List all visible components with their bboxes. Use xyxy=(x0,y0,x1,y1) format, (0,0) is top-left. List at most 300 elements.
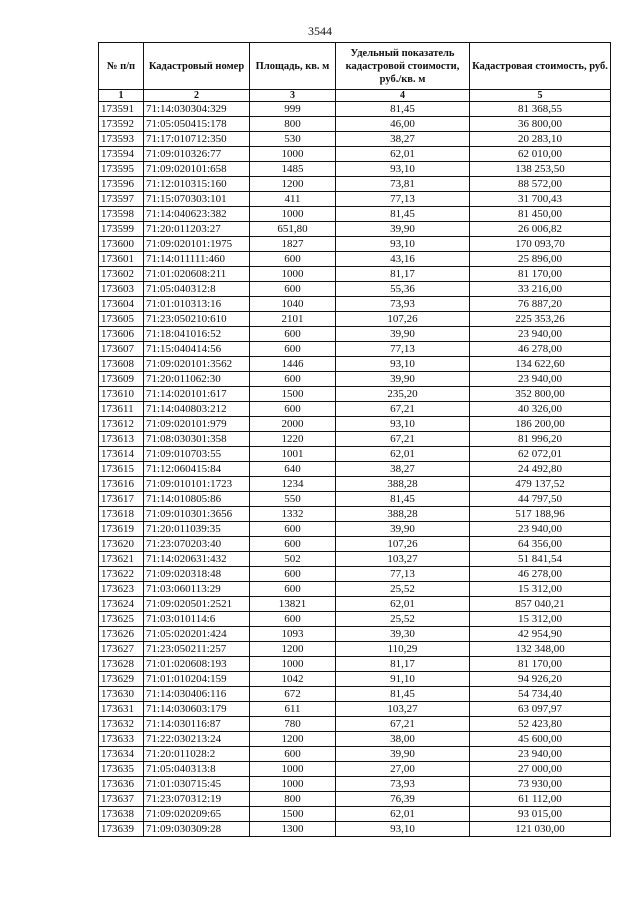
cell-row-number: 173607 xyxy=(99,342,144,357)
cell-cadastral-value: 27 000,00 xyxy=(470,762,611,777)
cell-row-number: 173618 xyxy=(99,507,144,522)
cell-cadastral-value: 25 896,00 xyxy=(470,252,611,267)
table-row xyxy=(99,702,611,717)
cell-cadastral-number: 71:20:011062:30 xyxy=(144,372,250,387)
cell-specific-value: 25,52 xyxy=(336,582,470,597)
table-row xyxy=(99,387,611,402)
cell-row-number: 173621 xyxy=(99,552,144,567)
cell-specific-value: 81,45 xyxy=(336,687,470,702)
cell-cadastral-number: 71:09:020101:1975 xyxy=(144,237,250,252)
cell-area: 640 xyxy=(250,462,336,477)
cell-row-number: 173622 xyxy=(99,567,144,582)
table-row xyxy=(99,447,611,462)
cell-specific-value: 55,36 xyxy=(336,282,470,297)
table-row xyxy=(99,117,611,132)
cell-cadastral-value: 134 622,60 xyxy=(470,357,611,372)
cell-row-number: 173629 xyxy=(99,672,144,687)
cell-row-number: 173636 xyxy=(99,777,144,792)
cell-row-number: 173610 xyxy=(99,387,144,402)
cell-cadastral-value: 62 072,01 xyxy=(470,447,611,462)
table-row xyxy=(99,327,611,342)
table-row xyxy=(99,417,611,432)
cell-cadastral-value: 51 841,54 xyxy=(470,552,611,567)
cell-cadastral-number: 71:09:010301:3656 xyxy=(144,507,250,522)
cell-cadastral-number: 71:05:040313:8 xyxy=(144,762,250,777)
column-number: 4 xyxy=(336,90,470,102)
cell-area: 780 xyxy=(250,717,336,732)
cell-cadastral-value: 46 278,00 xyxy=(470,342,611,357)
cell-specific-value: 38,27 xyxy=(336,462,470,477)
table-row xyxy=(99,297,611,312)
table-row xyxy=(99,222,611,237)
cell-cadastral-number: 71:14:030603:179 xyxy=(144,702,250,717)
cell-area: 1200 xyxy=(250,732,336,747)
cell-area: 800 xyxy=(250,117,336,132)
cell-area: 651,80 xyxy=(250,222,336,237)
cell-specific-value: 81,45 xyxy=(336,207,470,222)
cell-area: 2000 xyxy=(250,417,336,432)
cell-area: 1234 xyxy=(250,477,336,492)
cell-specific-value: 25,52 xyxy=(336,612,470,627)
cell-row-number: 173595 xyxy=(99,162,144,177)
cell-row-number: 173638 xyxy=(99,807,144,822)
cell-cadastral-value: 93 015,00 xyxy=(470,807,611,822)
cell-cadastral-number: 71:03:010114:6 xyxy=(144,612,250,627)
cell-specific-value: 388,28 xyxy=(336,507,470,522)
cell-cadastral-number: 71:12:010315:160 xyxy=(144,177,250,192)
cell-specific-value: 81,45 xyxy=(336,102,470,117)
cell-cadastral-value: 23 940,00 xyxy=(470,327,611,342)
cell-cadastral-number: 71:09:020209:65 xyxy=(144,807,250,822)
table-row xyxy=(99,657,611,672)
cell-cadastral-number: 71:23:050211:257 xyxy=(144,642,250,657)
cell-area: 600 xyxy=(250,582,336,597)
cell-area: 1446 xyxy=(250,357,336,372)
cell-specific-value: 93,10 xyxy=(336,357,470,372)
cell-cadastral-value: 138 253,50 xyxy=(470,162,611,177)
cell-specific-value: 103,27 xyxy=(336,552,470,567)
table-row xyxy=(99,807,611,822)
cell-cadastral-value: 23 940,00 xyxy=(470,747,611,762)
cell-row-number: 173634 xyxy=(99,747,144,762)
cell-specific-value: 46,00 xyxy=(336,117,470,132)
table-row xyxy=(99,507,611,522)
cell-specific-value: 107,26 xyxy=(336,537,470,552)
cell-row-number: 173600 xyxy=(99,237,144,252)
cell-cadastral-value: 94 926,20 xyxy=(470,672,611,687)
cell-cadastral-number: 71:05:050415:178 xyxy=(144,117,250,132)
cell-cadastral-number: 71:20:011028:2 xyxy=(144,747,250,762)
cell-area: 600 xyxy=(250,537,336,552)
cell-cadastral-value: 24 492,80 xyxy=(470,462,611,477)
cell-cadastral-value: 23 940,00 xyxy=(470,372,611,387)
table-row xyxy=(99,822,611,837)
cell-cadastral-number: 71:12:060415:84 xyxy=(144,462,250,477)
cell-specific-value: 67,21 xyxy=(336,402,470,417)
cell-cadastral-number: 71:14:020101:617 xyxy=(144,387,250,402)
cell-row-number: 173604 xyxy=(99,297,144,312)
cell-specific-value: 81,17 xyxy=(336,657,470,672)
cell-area: 1300 xyxy=(250,822,336,837)
cell-specific-value: 43,16 xyxy=(336,252,470,267)
cell-row-number: 173602 xyxy=(99,267,144,282)
cell-specific-value: 27,00 xyxy=(336,762,470,777)
cell-cadastral-value: 45 600,00 xyxy=(470,732,611,747)
cell-cadastral-number: 71:23:050210:610 xyxy=(144,312,250,327)
table-row xyxy=(99,792,611,807)
cell-cadastral-value: 23 940,00 xyxy=(470,522,611,537)
cell-area: 530 xyxy=(250,132,336,147)
cell-cadastral-number: 71:14:030304:329 xyxy=(144,102,250,117)
table-row xyxy=(99,552,611,567)
cell-cadastral-value: 225 353,26 xyxy=(470,312,611,327)
cell-cadastral-value: 36 800,00 xyxy=(470,117,611,132)
table-row xyxy=(99,597,611,612)
cell-cadastral-value: 81 368,55 xyxy=(470,102,611,117)
cell-cadastral-number: 71:20:011039:35 xyxy=(144,522,250,537)
cell-cadastral-number: 71:01:020608:211 xyxy=(144,267,250,282)
cell-area: 600 xyxy=(250,402,336,417)
cell-cadastral-number: 71:14:040623:382 xyxy=(144,207,250,222)
cell-specific-value: 39,90 xyxy=(336,747,470,762)
table-row xyxy=(99,147,611,162)
cell-specific-value: 76,39 xyxy=(336,792,470,807)
table-row xyxy=(99,522,611,537)
table-header-row xyxy=(99,43,611,90)
cell-cadastral-number: 71:09:030309:28 xyxy=(144,822,250,837)
cell-cadastral-number: 71:15:070303:101 xyxy=(144,192,250,207)
cell-area: 999 xyxy=(250,102,336,117)
cell-cadastral-number: 71:14:010805:86 xyxy=(144,492,250,507)
cell-specific-value: 62,01 xyxy=(336,597,470,612)
cell-specific-value: 110,29 xyxy=(336,642,470,657)
table-row xyxy=(99,777,611,792)
header-cadastral-value: Кадастровая стоимость, руб. xyxy=(470,43,611,90)
cell-specific-value: 81,45 xyxy=(336,492,470,507)
cell-cadastral-value: 81 170,00 xyxy=(470,657,611,672)
cell-cadastral-number: 71:15:040414:56 xyxy=(144,342,250,357)
cell-cadastral-number: 71:01:010204:159 xyxy=(144,672,250,687)
cell-row-number: 173625 xyxy=(99,612,144,627)
cell-cadastral-number: 71:08:030301:358 xyxy=(144,432,250,447)
table-row xyxy=(99,267,611,282)
cell-cadastral-number: 71:01:030715:45 xyxy=(144,777,250,792)
column-number: 2 xyxy=(144,90,250,102)
cell-row-number: 173592 xyxy=(99,117,144,132)
cell-specific-value: 107,26 xyxy=(336,312,470,327)
cell-area: 1000 xyxy=(250,777,336,792)
cell-cadastral-value: 64 356,00 xyxy=(470,537,611,552)
cell-area: 600 xyxy=(250,567,336,582)
cell-cadastral-number: 71:14:040803:212 xyxy=(144,402,250,417)
cell-area: 1000 xyxy=(250,267,336,282)
cell-cadastral-value: 46 278,00 xyxy=(470,567,611,582)
table-row xyxy=(99,462,611,477)
cell-area: 1001 xyxy=(250,447,336,462)
table-row xyxy=(99,492,611,507)
cell-row-number: 173593 xyxy=(99,132,144,147)
cell-row-number: 173628 xyxy=(99,657,144,672)
cell-cadastral-number: 71:17:010712:350 xyxy=(144,132,250,147)
cell-area: 1200 xyxy=(250,177,336,192)
cell-specific-value: 93,10 xyxy=(336,237,470,252)
table-row xyxy=(99,732,611,747)
cell-cadastral-value: 33 216,00 xyxy=(470,282,611,297)
cell-row-number: 173619 xyxy=(99,522,144,537)
cell-area: 1500 xyxy=(250,807,336,822)
cell-area: 1500 xyxy=(250,387,336,402)
header-row-number: № п/п xyxy=(99,43,144,90)
cell-cadastral-number: 71:05:020201:424 xyxy=(144,627,250,642)
cell-cadastral-value: 15 312,00 xyxy=(470,582,611,597)
cell-row-number: 173596 xyxy=(99,177,144,192)
cell-cadastral-number: 71:09:020318:48 xyxy=(144,567,250,582)
table-row xyxy=(99,567,611,582)
cell-specific-value: 388,28 xyxy=(336,477,470,492)
cell-specific-value: 77,13 xyxy=(336,567,470,582)
cell-area: 411 xyxy=(250,192,336,207)
cadastral-value-table xyxy=(98,42,611,837)
table-row xyxy=(99,342,611,357)
cell-cadastral-number: 71:18:041016:52 xyxy=(144,327,250,342)
cell-row-number: 173626 xyxy=(99,627,144,642)
cell-area: 1000 xyxy=(250,657,336,672)
cell-specific-value: 73,93 xyxy=(336,297,470,312)
cell-specific-value: 39,90 xyxy=(336,372,470,387)
cell-row-number: 173614 xyxy=(99,447,144,462)
table-row xyxy=(99,177,611,192)
cell-row-number: 173613 xyxy=(99,432,144,447)
cell-specific-value: 73,93 xyxy=(336,777,470,792)
cell-specific-value: 39,30 xyxy=(336,627,470,642)
cell-cadastral-value: 52 423,80 xyxy=(470,717,611,732)
cell-cadastral-value: 81 996,20 xyxy=(470,432,611,447)
cell-cadastral-value: 42 954,90 xyxy=(470,627,611,642)
cell-area: 800 xyxy=(250,792,336,807)
table-row xyxy=(99,687,611,702)
cell-specific-value: 73,81 xyxy=(336,177,470,192)
cell-row-number: 173612 xyxy=(99,417,144,432)
cell-specific-value: 91,10 xyxy=(336,672,470,687)
cell-row-number: 173631 xyxy=(99,702,144,717)
column-number-row xyxy=(99,90,611,102)
cell-cadastral-value: 121 030,00 xyxy=(470,822,611,837)
cell-cadastral-value: 81 170,00 xyxy=(470,267,611,282)
cell-specific-value: 38,27 xyxy=(336,132,470,147)
table-row xyxy=(99,282,611,297)
cell-specific-value: 62,01 xyxy=(336,447,470,462)
cell-specific-value: 38,00 xyxy=(336,732,470,747)
cell-cadastral-value: 62 010,00 xyxy=(470,147,611,162)
cell-area: 600 xyxy=(250,522,336,537)
column-number: 1 xyxy=(99,90,144,102)
table-row xyxy=(99,762,611,777)
cell-specific-value: 93,10 xyxy=(336,162,470,177)
table-row xyxy=(99,627,611,642)
cell-cadastral-number: 71:14:030406:116 xyxy=(144,687,250,702)
cell-cadastral-value: 857 040,21 xyxy=(470,597,611,612)
cell-cadastral-number: 71:14:030116:87 xyxy=(144,717,250,732)
cell-cadastral-number: 71:09:010101:1723 xyxy=(144,477,250,492)
cell-row-number: 173633 xyxy=(99,732,144,747)
cell-cadastral-value: 26 006,82 xyxy=(470,222,611,237)
cell-cadastral-value: 40 326,00 xyxy=(470,402,611,417)
cell-cadastral-value: 20 283,10 xyxy=(470,132,611,147)
cell-cadastral-value: 54 734,40 xyxy=(470,687,611,702)
cell-cadastral-number: 71:22:030213:24 xyxy=(144,732,250,747)
cell-area: 611 xyxy=(250,702,336,717)
cell-cadastral-number: 71:09:020101:979 xyxy=(144,417,250,432)
table-row xyxy=(99,102,611,117)
cell-area: 1000 xyxy=(250,762,336,777)
cell-specific-value: 39,90 xyxy=(336,522,470,537)
table-row xyxy=(99,717,611,732)
cell-cadastral-number: 71:23:070312:19 xyxy=(144,792,250,807)
cell-row-number: 173617 xyxy=(99,492,144,507)
cell-area: 1220 xyxy=(250,432,336,447)
cell-specific-value: 81,17 xyxy=(336,267,470,282)
cell-cadastral-value: 352 800,00 xyxy=(470,387,611,402)
cell-specific-value: 93,10 xyxy=(336,822,470,837)
table-row xyxy=(99,357,611,372)
cell-cadastral-value: 76 887,20 xyxy=(470,297,611,312)
table-row xyxy=(99,237,611,252)
cell-row-number: 173601 xyxy=(99,252,144,267)
table-row xyxy=(99,477,611,492)
cell-cadastral-number: 71:09:010326:77 xyxy=(144,147,250,162)
cell-row-number: 173598 xyxy=(99,207,144,222)
cell-specific-value: 93,10 xyxy=(336,417,470,432)
cell-row-number: 173599 xyxy=(99,222,144,237)
cell-area: 1332 xyxy=(250,507,336,522)
cell-specific-value: 62,01 xyxy=(336,147,470,162)
cell-row-number: 173615 xyxy=(99,462,144,477)
table-row xyxy=(99,642,611,657)
table-row xyxy=(99,747,611,762)
cell-area: 2101 xyxy=(250,312,336,327)
cell-row-number: 173623 xyxy=(99,582,144,597)
cell-area: 600 xyxy=(250,282,336,297)
cell-row-number: 173637 xyxy=(99,792,144,807)
cell-row-number: 173635 xyxy=(99,762,144,777)
cell-cadastral-value: 132 348,00 xyxy=(470,642,611,657)
cell-cadastral-value: 81 450,00 xyxy=(470,207,611,222)
cell-row-number: 173594 xyxy=(99,147,144,162)
cell-cadastral-value: 479 137,52 xyxy=(470,477,611,492)
cell-area: 13821 xyxy=(250,597,336,612)
cell-cadastral-value: 63 097,97 xyxy=(470,702,611,717)
cell-area: 1000 xyxy=(250,147,336,162)
cell-specific-value: 62,01 xyxy=(336,807,470,822)
table-row xyxy=(99,432,611,447)
cell-row-number: 173603 xyxy=(99,282,144,297)
cell-area: 1200 xyxy=(250,642,336,657)
table-row xyxy=(99,207,611,222)
cell-row-number: 173605 xyxy=(99,312,144,327)
cell-row-number: 173630 xyxy=(99,687,144,702)
cell-area: 1093 xyxy=(250,627,336,642)
cell-row-number: 173620 xyxy=(99,537,144,552)
cell-row-number: 173609 xyxy=(99,372,144,387)
header-cadastral-number: Кадастровый номер xyxy=(144,43,250,90)
cell-cadastral-number: 71:14:020631:432 xyxy=(144,552,250,567)
table-row xyxy=(99,537,611,552)
cell-cadastral-number: 71:23:070203:40 xyxy=(144,537,250,552)
cell-cadastral-number: 71:09:010703:55 xyxy=(144,447,250,462)
table-row xyxy=(99,132,611,147)
cell-row-number: 173591 xyxy=(99,102,144,117)
cell-specific-value: 235,20 xyxy=(336,387,470,402)
cell-row-number: 173624 xyxy=(99,597,144,612)
table-row xyxy=(99,252,611,267)
cell-row-number: 173632 xyxy=(99,717,144,732)
cell-cadastral-value: 44 797,50 xyxy=(470,492,611,507)
cell-cadastral-number: 71:01:020608:193 xyxy=(144,657,250,672)
cell-specific-value: 77,13 xyxy=(336,192,470,207)
cell-row-number: 173597 xyxy=(99,192,144,207)
cell-cadastral-value: 517 188,96 xyxy=(470,507,611,522)
cell-cadastral-number: 71:09:020501:2521 xyxy=(144,597,250,612)
cell-cadastral-value: 170 093,70 xyxy=(470,237,611,252)
table-row xyxy=(99,192,611,207)
column-number: 3 xyxy=(250,90,336,102)
cell-specific-value: 67,21 xyxy=(336,717,470,732)
cell-area: 600 xyxy=(250,327,336,342)
cell-row-number: 173627 xyxy=(99,642,144,657)
cell-row-number: 173606 xyxy=(99,327,144,342)
table-row xyxy=(99,372,611,387)
page-number: 3544 xyxy=(308,24,332,38)
cell-area: 600 xyxy=(250,252,336,267)
cell-cadastral-value: 31 700,43 xyxy=(470,192,611,207)
cell-cadastral-number: 71:01:010313:16 xyxy=(144,297,250,312)
cell-area: 600 xyxy=(250,747,336,762)
cell-row-number: 173639 xyxy=(99,822,144,837)
cell-cadastral-number: 71:09:020101:658 xyxy=(144,162,250,177)
table-row xyxy=(99,162,611,177)
header-specific-value: Удельный показатель кадастровой стоимости, руб./кв. м xyxy=(336,43,470,90)
table-row xyxy=(99,612,611,627)
column-number: 5 xyxy=(470,90,611,102)
table-row xyxy=(99,402,611,417)
table-row xyxy=(99,672,611,687)
cell-area: 1000 xyxy=(250,207,336,222)
cell-cadastral-number: 71:14:011111:460 xyxy=(144,252,250,267)
cell-cadastral-number: 71:09:020101:3562 xyxy=(144,357,250,372)
header-area: Площадь, кв. м xyxy=(250,43,336,90)
cell-row-number: 173616 xyxy=(99,477,144,492)
cell-area: 1485 xyxy=(250,162,336,177)
cell-cadastral-number: 71:03:060113:29 xyxy=(144,582,250,597)
cell-cadastral-number: 71:05:040312:8 xyxy=(144,282,250,297)
cell-row-number: 173608 xyxy=(99,357,144,372)
cell-specific-value: 103,27 xyxy=(336,702,470,717)
cell-cadastral-value: 186 200,00 xyxy=(470,417,611,432)
cell-area: 1040 xyxy=(250,297,336,312)
cell-area: 1827 xyxy=(250,237,336,252)
cell-specific-value: 39,90 xyxy=(336,327,470,342)
cell-specific-value: 39,90 xyxy=(336,222,470,237)
table-row xyxy=(99,312,611,327)
cell-cadastral-value: 73 930,00 xyxy=(470,777,611,792)
cell-area: 600 xyxy=(250,372,336,387)
cell-area: 600 xyxy=(250,342,336,357)
cell-area: 600 xyxy=(250,612,336,627)
cell-area: 550 xyxy=(250,492,336,507)
cell-cadastral-value: 88 572,00 xyxy=(470,177,611,192)
cell-cadastral-value: 15 312,00 xyxy=(470,612,611,627)
cell-cadastral-value: 61 112,00 xyxy=(470,792,611,807)
